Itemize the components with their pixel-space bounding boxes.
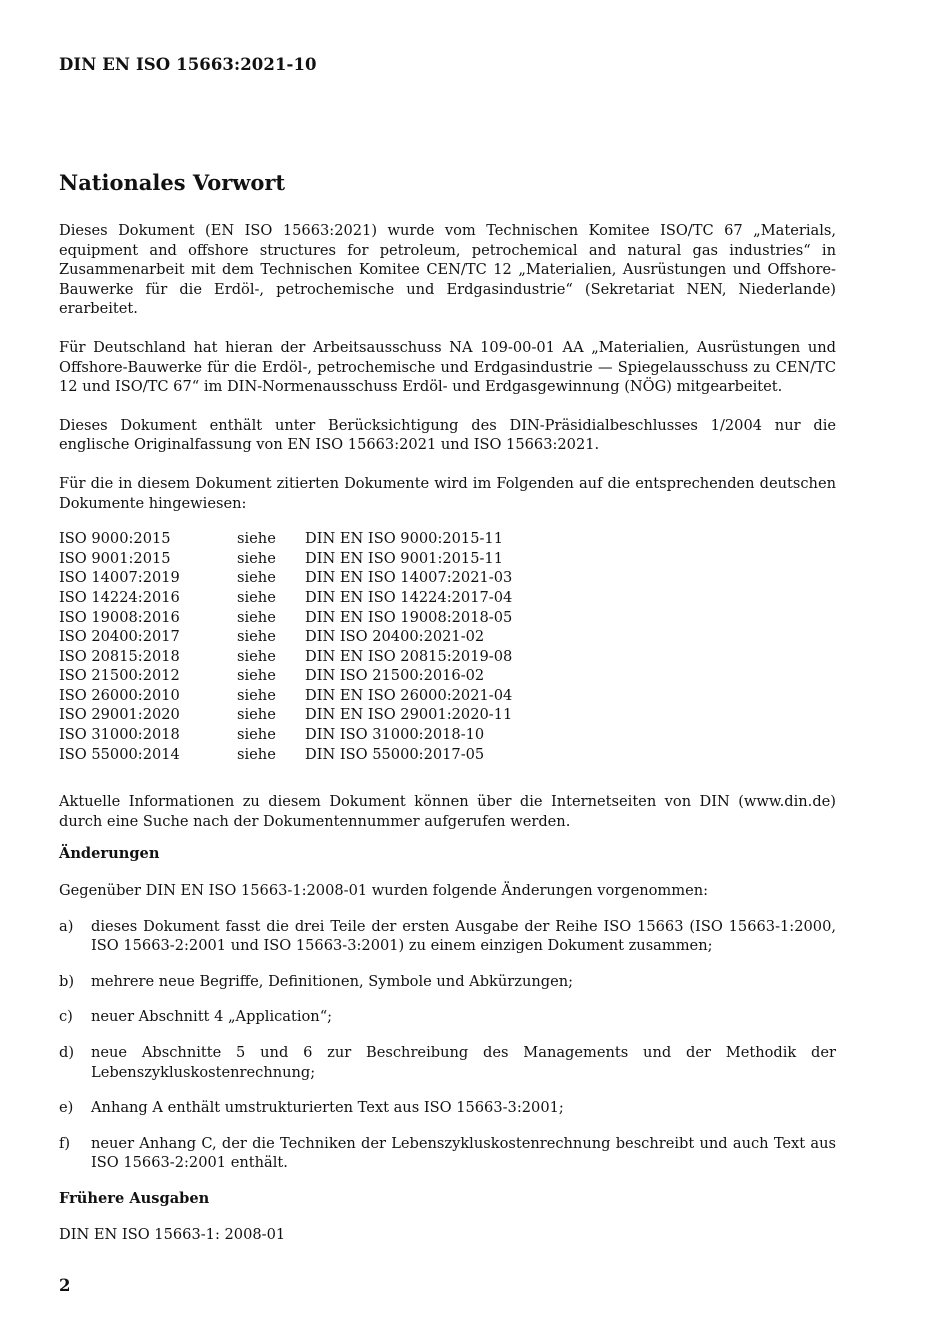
list-item bbox=[59, 1134, 836, 1173]
din-reference: DIN EN ISO 9000:2015-11 bbox=[305, 530, 503, 548]
list-item-text: dieses Dokument fasst die drei Teile der ersten Ausgabe der Reihe ISO 15663 (ISO 15663-1:2000, ISO 15663-2:2001 und ISO 15663-3:2001) zu einem einzigen Dokument zusammen; bbox=[91, 917, 836, 955]
see-label: siehe bbox=[237, 569, 276, 587]
previous-editions-heading: Frühere Ausgaben bbox=[59, 1189, 210, 1207]
table-row bbox=[59, 725, 836, 745]
paragraph-language: Dieses Dokument enthält unter Berücksichtigung des DIN-Präsidialbeschlusses 1/2004 nur die englische Originalfassung von EN ISO 15663:2021 und ISO 15663:2021. bbox=[59, 416, 836, 454]
see-label: siehe bbox=[237, 530, 276, 548]
list-item-text: neuer Anhang C, der die Techniken der Lebenszykluskostenrechnung beschreibt und auch Text aus ISO 15663-2:2001 enthält. bbox=[91, 1134, 836, 1172]
table-row bbox=[59, 529, 836, 549]
see-label: siehe bbox=[237, 608, 276, 626]
changes-heading: Änderungen bbox=[59, 845, 160, 863]
din-reference: DIN ISO 31000:2018-10 bbox=[305, 726, 485, 744]
iso-reference: ISO 9000:2015 bbox=[59, 530, 171, 548]
list-item bbox=[59, 972, 836, 992]
document-page bbox=[59, 0, 836, 1343]
list-item-text: neue Abschnitte 5 und 6 zur Beschreibung des Managements und der Methodik der Lebenszykluskostenrechnung; bbox=[91, 1044, 836, 1081]
table-row bbox=[59, 588, 836, 608]
din-reference: DIN EN ISO 20815:2019-08 bbox=[305, 647, 513, 665]
list-marker: f) bbox=[59, 1134, 71, 1152]
din-reference: DIN EN ISO 19008:2018-05 bbox=[305, 608, 513, 626]
reference-table bbox=[59, 529, 836, 764]
iso-reference: ISO 26000:2010 bbox=[59, 686, 180, 704]
list-marker: c) bbox=[59, 1008, 73, 1026]
list-marker: d) bbox=[59, 1044, 75, 1061]
see-label: siehe bbox=[237, 628, 276, 646]
paragraph-references-intro: Für die in diesem Dokument zitierten Dokumente wird im Folgenden auf die entsprechenden deutschen Dokumente hingewiesen: bbox=[59, 474, 836, 512]
paragraph-germany: Für Deutschland hat hieran der Arbeitsausschuss NA 109-00-01 AA „Materialien, Ausrüstungen und Offshore-Bauwerke für die Erdöl-, petrochemische und Erdgasindustrie — Spiegelausschuss zu CEN/TC 12 und ISO/TC 67“ im DIN-Normenausschuss Erdöl- und Erdgasgewinnung (NÖG) mitgearbeitet. bbox=[59, 338, 836, 396]
previous-editions-text: DIN EN ISO 15663-1: 2008-01 bbox=[59, 1225, 286, 1243]
table-row bbox=[59, 745, 836, 765]
din-reference: DIN EN ISO 9001:2015-11 bbox=[305, 549, 503, 567]
din-reference: DIN ISO 21500:2016-02 bbox=[305, 667, 485, 685]
foreword-content bbox=[59, 221, 836, 1263]
din-reference: DIN ISO 55000:2017-05 bbox=[305, 745, 485, 763]
page-title: Nationales Vorwort bbox=[59, 170, 286, 195]
list-marker: a) bbox=[59, 917, 74, 935]
paragraph-current-info: Aktuelle Informationen zu diesem Dokument können über die Internetseiten von DIN (www.din.de) durch eine Suche nach der Dokumentennummer aufgerufen werden. bbox=[59, 793, 836, 830]
list-item-text: Anhang A enthält umstrukturierten Text aus ISO 15663-3:2001; bbox=[91, 1099, 564, 1117]
list-item-text: neuer Abschnitt 4 „Application“; bbox=[91, 1008, 333, 1026]
iso-reference: ISO 14224:2016 bbox=[59, 588, 180, 606]
see-label: siehe bbox=[237, 549, 276, 567]
table-row bbox=[59, 549, 836, 569]
table-row bbox=[59, 608, 836, 628]
iso-reference: ISO 21500:2012 bbox=[59, 667, 180, 685]
iso-reference: ISO 9001:2015 bbox=[59, 549, 171, 567]
iso-reference: ISO 14007:2019 bbox=[59, 569, 180, 587]
table-row bbox=[59, 647, 836, 667]
iso-reference: ISO 19008:2016 bbox=[59, 608, 180, 626]
see-label: siehe bbox=[237, 647, 276, 665]
iso-reference: ISO 20400:2017 bbox=[59, 628, 180, 646]
din-reference: DIN EN ISO 14007:2021-03 bbox=[305, 569, 513, 587]
iso-reference: ISO 29001:2020 bbox=[59, 706, 180, 724]
see-label: siehe bbox=[237, 667, 276, 685]
din-reference: DIN EN ISO 14224:2017-04 bbox=[305, 588, 513, 606]
table-row bbox=[59, 666, 836, 686]
din-reference: DIN ISO 20400:2021-02 bbox=[305, 628, 485, 646]
page-number: 2 bbox=[59, 1276, 71, 1295]
din-reference: DIN EN ISO 26000:2021-04 bbox=[305, 686, 513, 704]
paragraph-committee: Dieses Dokument (EN ISO 15663:2021) wurde vom Technischen Komitee ISO/TC 67 „Materials, equipment and offshore structures for petroleum, petrochemical and natural gas industries“ in Zusammenarbeit mit dem Technischen Komitee CEN/TC 12 „Materialien, Ausrüstungen und Offshore-Bauwerke für die Erdöl-, petrochemische und Erdgasindustrie“ (Sekretariat NEN, Niederlande) erarbeitet. bbox=[59, 222, 836, 318]
table-row bbox=[59, 627, 836, 647]
list-marker: e) bbox=[59, 1099, 74, 1117]
list-item-text: mehrere neue Begriffe, Definitionen, Symbole und Abkürzungen; bbox=[91, 972, 574, 990]
changes-list bbox=[59, 917, 836, 1173]
list-item bbox=[59, 1007, 836, 1027]
iso-reference: ISO 31000:2018 bbox=[59, 726, 180, 744]
iso-reference: ISO 55000:2014 bbox=[59, 745, 180, 763]
list-marker: b) bbox=[59, 972, 75, 990]
list-item bbox=[59, 917, 836, 956]
table-row bbox=[59, 568, 836, 588]
table-row bbox=[59, 705, 836, 725]
see-label: siehe bbox=[237, 686, 276, 704]
see-label: siehe bbox=[237, 588, 276, 606]
changes-intro: Gegenüber DIN EN ISO 15663-1:2008-01 wurden folgende Änderungen vorgenommen: bbox=[59, 882, 709, 900]
document-id-header: DIN EN ISO 15663:2021-10 bbox=[59, 55, 317, 74]
din-reference: DIN EN ISO 29001:2020-11 bbox=[305, 706, 513, 724]
list-item bbox=[59, 1098, 836, 1118]
list-item bbox=[59, 1043, 836, 1082]
table-row bbox=[59, 686, 836, 706]
see-label: siehe bbox=[237, 745, 276, 763]
see-label: siehe bbox=[237, 706, 276, 724]
iso-reference: ISO 20815:2018 bbox=[59, 647, 180, 665]
see-label: siehe bbox=[237, 726, 276, 744]
